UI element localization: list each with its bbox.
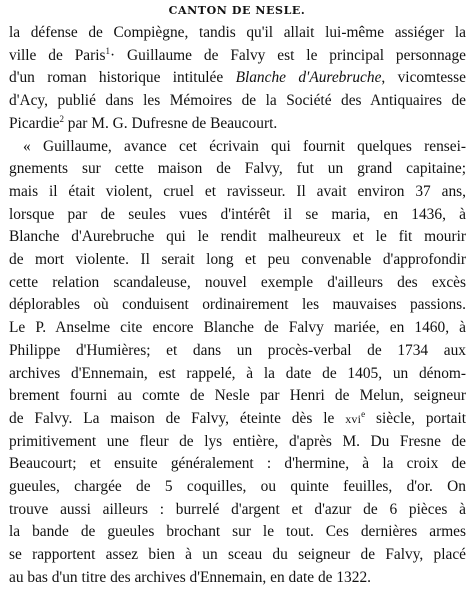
text-line: archives d'Ennemain, est rappelé, à la date de 1405, un dénom-: [9, 364, 466, 382]
text-line: [9, 45, 466, 68]
text-segment: · Guillaume de Falvy est le principal personnage: [109, 46, 466, 64]
novel-title: Blanche d'Aurebruche: [235, 69, 382, 87]
text-line: brement fourni au comte de Nesle par Henri de Melun, seigneur: [9, 387, 466, 405]
century-suffix: e: [361, 408, 366, 419]
text-line: de mort violente. Il serait long et peu convenable d'approfondir: [9, 251, 466, 269]
text-segment: de Falvy. La maison de Falvy, éteinte dès le: [9, 409, 346, 427]
text-segment: siècle, portait: [365, 409, 466, 427]
text-segment: par M. G. Dufresne de Beaucourt.: [63, 114, 278, 132]
text-line: gueules, chargée de 5 coquilles, ou quinte feuilles, d'or. On: [9, 478, 466, 496]
running-header: CANTON DE NESLE.: [168, 4, 306, 17]
text-line: gnements sur cette maison de Falvy, fut un grand capitaine;: [9, 160, 466, 178]
text-segment: , vicomtesse: [381, 69, 466, 87]
text-line: cette relation scandaleuse, nouvel exemple d'ailleurs des excès: [9, 273, 466, 291]
text-line: au bas d'un titre des archives d'Ennemain, en date de 1322.: [9, 568, 371, 586]
text-line: [9, 113, 466, 136]
footnote-marker: 1: [105, 45, 110, 56]
text-segment: d'un roman historique intitulée: [9, 69, 236, 87]
text-line: déplorables où conduisent ordinairement les mauvaises passions.: [9, 296, 466, 314]
text-line: mais il était violent, cruel et ravisseur. Il avait environ 37 ans,: [9, 182, 466, 200]
text-line: Le P. Anselme cite encore Blanche de Falvy mariée, en 1460, à: [9, 319, 466, 337]
century-numeral: xvi: [345, 411, 362, 426]
text-line: Philippe d'Humières; et dans un procès-verbal de 1734 aux: [9, 341, 466, 359]
text-line: se rapportent assez bien à un sceau du seigneur de Falvy, placé: [9, 546, 466, 564]
text-line: d'Acy, publié dans les Mémoires de la Société des Antiquaires de: [9, 92, 466, 110]
footnote-marker: 2: [59, 113, 64, 124]
text-line: lorsque par de seules vues d'intérêt il se maria, en 1436, à: [9, 205, 466, 223]
text-line: Beaucourt; et ensuite généralement : d'hermine, à la croix de: [9, 455, 466, 473]
text-segment: Picardie: [9, 114, 60, 132]
text-segment: ville de Paris: [9, 46, 106, 64]
text-line: trouve aussi ailleurs : burrelé d'argent et d'azur de 6 pièces à: [9, 500, 466, 518]
text-line: primitivement une fleur de lys entière, d'après M. Du Fresne de: [9, 432, 466, 450]
text-line: [9, 67, 466, 90]
text-line: Blanche d'Aurebruche qui le rendit malheureux et le fit mourir: [9, 228, 466, 246]
text-line: [9, 408, 466, 431]
text-line: la bande de gueules brochant sur le tout. Ces dernières armes: [9, 523, 466, 541]
body-text: [9, 22, 466, 590]
text-line: la défense de Compiègne, tandis qu'il allait lui-même assiéger la: [9, 24, 466, 41]
text-line: « Guillaume, avance cet écrivain qui fournit quelques rensei-: [23, 137, 466, 155]
